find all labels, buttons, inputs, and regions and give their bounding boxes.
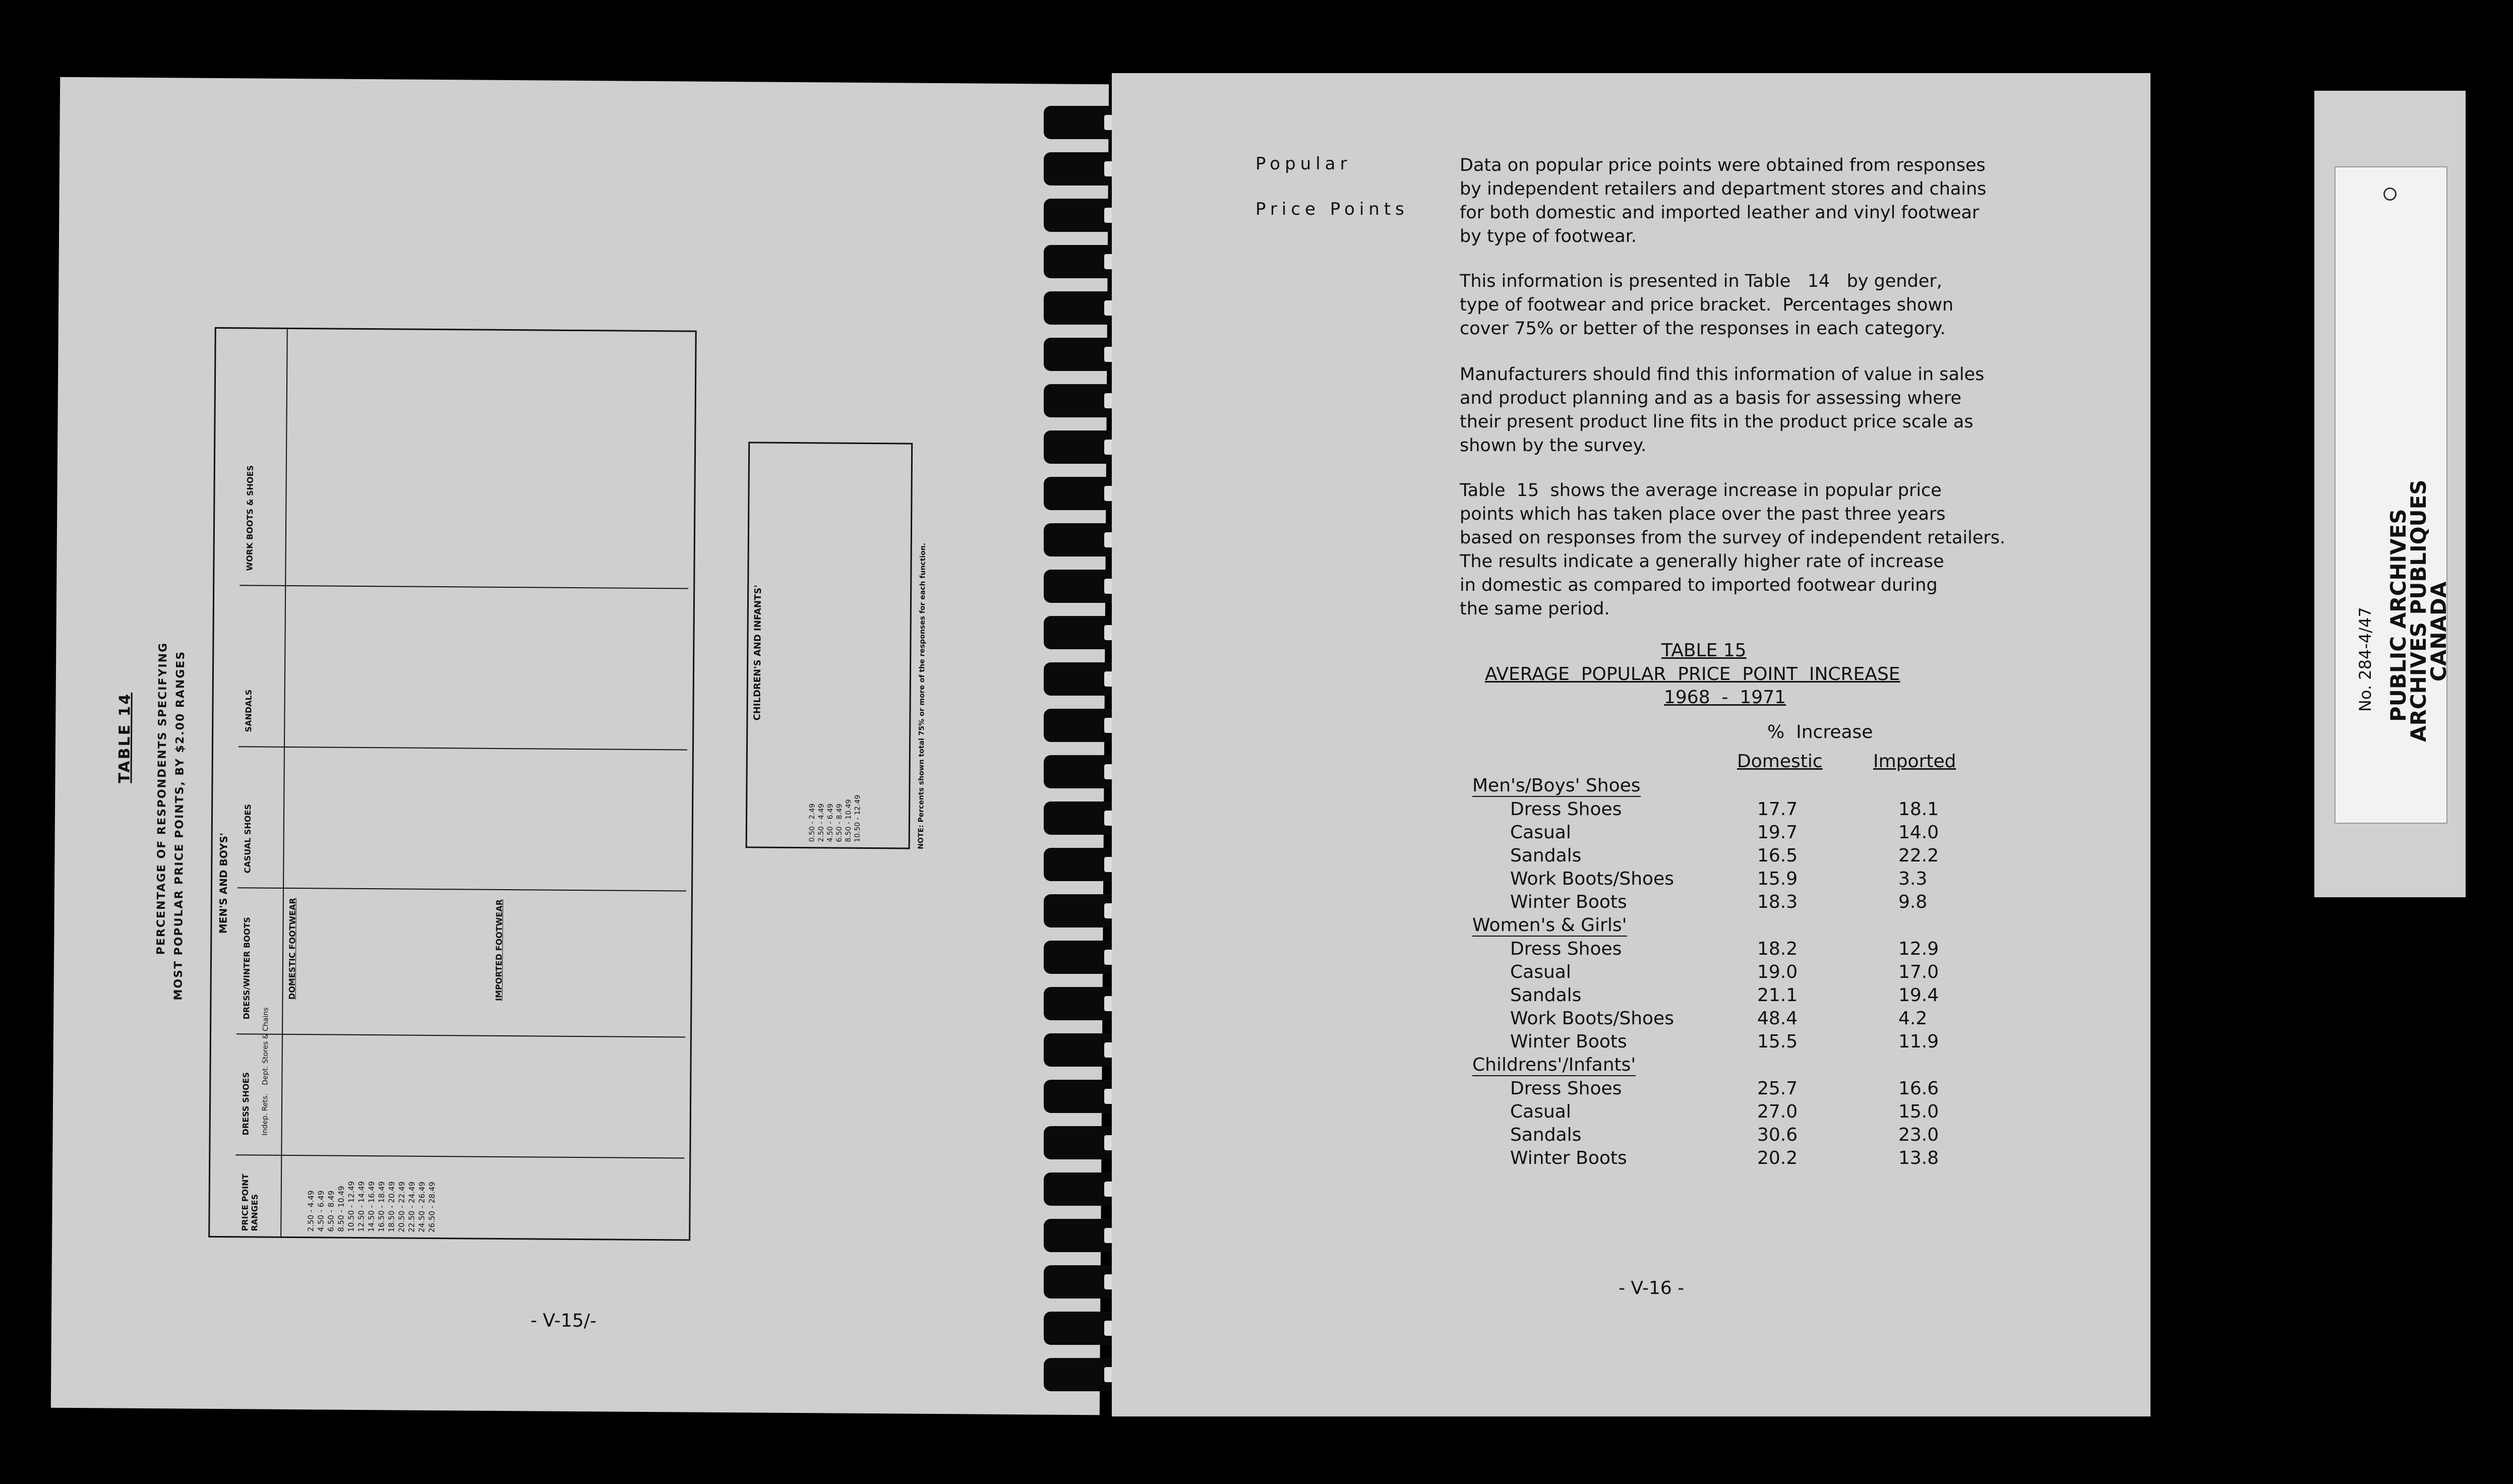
childrens-ranges [808,794,863,842]
table-15-row-label: Sandals [1510,845,1582,866]
paragraph-line: cover 75% or better of the responses in each category. [1460,319,1946,339]
price-range: 12.50 - 14.49 [356,1181,366,1232]
archive-hole [2383,188,2397,201]
left-page-number: - V-15/- [530,1310,597,1332]
table-15-imported-value: 22.2 [1898,845,1939,866]
heading-popular: Popular [1255,154,1352,174]
table-15-group-heading: Women's & Girls' [1472,915,1627,936]
table-14-subtitle-2: MOST POPULAR PRICE POINTS, BY $2.00 RANGES [172,650,188,1001]
child-price-range: 6.50 - 8.49 [835,803,844,842]
archive-line-2: ARCHIVES PUBLIQUES [2406,479,2431,742]
child-price-range: 2.50 - 4.49 [817,803,826,842]
archive-number: No. 284-4/47 [2356,607,2375,712]
paragraph-line: This information is presented in Table 14 by gender, [1460,271,1942,291]
left-page [51,77,1109,1415]
paragraph-line: by type of footwear. [1460,226,1637,246]
table-15-domestic-value: 18.3 [1757,892,1798,912]
childrens-group-header: CHILDREN'S AND INFANTS' [752,585,764,721]
table-15-imported-value: 12.9 [1898,939,1939,959]
right-page-number: - V-16 - [1619,1278,1685,1298]
table-15-row-label: Winter Boots [1510,1031,1627,1052]
table-15-domestic-value: 27.0 [1757,1101,1798,1122]
heading-price-points: Price Points [1255,199,1409,219]
table-15-title: AVERAGE POPULAR PRICE POINT INCREASE [1485,664,1900,685]
col-price: PRICE POINT RANGES [240,1173,260,1231]
table-15-imported-value: 14.0 [1898,822,1939,843]
archive-line-3: CANADA [2426,581,2451,682]
price-range: 4.50 - 6.49 [316,1190,326,1232]
table-15-imported-value: 3.3 [1898,869,1928,889]
paragraph-line: points which has taken place over the past three years [1460,504,1946,524]
table-14-label: TABLE 14 [115,692,134,783]
price-range: 8.50 - 10.49 [336,1186,346,1232]
mens-group-header: MEN'S AND BOYS' [217,832,230,934]
table-15-row-label: Work Boots/Shoes [1510,869,1674,889]
price-range: 22.50 - 24.49 [407,1181,416,1232]
table-15-domestic-value: 17.7 [1757,799,1798,820]
paragraph-line: their present product line fits in the product price scale as [1460,412,1973,432]
table-15-domestic-value: 15.5 [1757,1031,1798,1052]
table-15 [1112,73,2150,1416]
table-15-domestic-value: 20.2 [1757,1148,1798,1168]
price-range: 14.50 - 16.49 [367,1181,376,1232]
archive-label-card [2314,91,2466,897]
price-range: 18.50 - 20.49 [387,1181,396,1232]
paragraph-line: Manufacturers should find this information of value in sales [1460,364,1985,385]
table-15-years: 1968 - 1971 [1664,687,1786,708]
paragraph-line: and product planning and as a basis for assessing where [1460,388,1961,408]
child-price-range: 4.50 - 6.49 [826,803,835,842]
child-price-range: 10.50 - 12.49 [853,794,862,842]
paragraph-line: The results indicate a generally higher rate of increase [1460,551,1944,572]
table-15-imported-value: 18.1 [1898,799,1939,820]
paragraph-line: type of footwear and price bracket. Percentages shown [1460,295,1954,315]
table-15-imported-value: 23.0 [1898,1125,1939,1145]
price-range: 6.50 - 8.49 [326,1190,336,1232]
price-range: 26.50 - 28.49 [427,1182,437,1233]
table-15-imported-value: 17.0 [1898,962,1939,982]
child-price-range: 0.50 - 2.49 [808,803,817,842]
col-dress: DRESS SHOES [241,1072,251,1136]
table-15-imported-value: 15.0 [1898,1101,1939,1122]
col-work: WORK BOOTS & SHOES [245,465,255,571]
sub-dept: Dept. Stores & Chains [261,1007,270,1085]
domestic-label: DOMESTIC FOOTWEAR [287,898,297,1000]
table-15-row-label: Work Boots/Shoes [1510,1008,1674,1029]
price-range: 10.50 - 12.49 [346,1181,356,1232]
table-15-row-label: Sandals [1510,1125,1582,1145]
table-14-rotated [112,138,725,1241]
price-range: 24.50 - 26.49 [417,1181,427,1232]
table-15-domestic-value: 25.7 [1757,1078,1798,1099]
table-15-row-label: Casual [1510,822,1571,843]
paragraph-line: Table 15 shows the average increase in popular price [1460,480,1942,501]
sub-indep: Indep. Rets. [261,1093,270,1136]
pct-increase-header: % Increase [1767,722,1873,743]
table-14-note: NOTE: Percents shown total 75% or more of the responses for each function. [917,542,927,849]
table-15-row-label: Casual [1510,1101,1571,1122]
childrens-table-rotated [746,445,1001,849]
mens-ranges [306,1181,437,1232]
paragraph-line: the same period. [1460,599,1610,619]
table-15-row-label: Dress Shoes [1510,939,1622,959]
col-imported: Imported [1873,751,1956,772]
imported-label: IMPORTED FOOTWEAR [494,899,504,1001]
table-15-row-label: Winter Boots [1510,1148,1627,1168]
table-15-row-label: Casual [1510,962,1571,982]
archive-line-1: PUBLIC ARCHIVES [2386,509,2411,722]
table-15-domestic-value: 18.2 [1757,939,1798,959]
table-15-row-label: Sandals [1510,985,1582,1006]
table-15-imported-value: 16.6 [1898,1078,1939,1099]
table-15-domestic-value: 15.9 [1757,869,1798,889]
table-15-group-heading: Men's/Boys' Shoes [1472,775,1641,796]
paragraph-line: Data on popular price points were obtained from responses [1460,155,1986,175]
table-15-row-label: Dress Shoes [1510,1078,1622,1099]
price-range: 2.50 - 4.49 [306,1190,316,1232]
table-15-domestic-value: 30.6 [1757,1125,1798,1145]
table-15-group-heading: Childrens'/Infants' [1472,1055,1636,1075]
paragraph-line: based on responses from the survey of independent retailers. [1460,528,2006,548]
table-15-row-label: Dress Shoes [1510,799,1622,820]
price-range: 16.50 - 18.49 [377,1181,386,1232]
col-sandals: SANDALS [244,689,254,732]
table-14-subtitle-1: PERCENTAGE OF RESPONDENTS SPECIFYING [155,642,170,955]
table-15-domestic-value: 21.1 [1757,985,1798,1006]
table-15-imported-value: 9.8 [1898,892,1928,912]
price-range: 20.50 - 22.49 [397,1181,406,1232]
table-15-imported-value: 19.4 [1898,985,1939,1006]
table-15-domestic-value: 16.5 [1757,845,1798,866]
table-15-domestic-value: 19.7 [1757,822,1798,843]
table-15-domestic-value: 48.4 [1757,1008,1798,1029]
col-casual: CASUAL SHOES [243,804,253,874]
table-15-imported-value: 13.8 [1898,1148,1939,1168]
mens-table [208,327,697,1241]
table-15-label: TABLE 15 [1661,640,1747,661]
table-15-row-label: Winter Boots [1510,892,1627,912]
paragraph-line: in domestic as compared to imported footwear during [1460,575,1938,595]
paragraph-line: for both domestic and imported leather and vinyl footwear [1460,203,1980,223]
childrens-table [697,737,701,1241]
table-15-imported-value: 4.2 [1898,1008,1928,1029]
paragraph-line: shown by the survey. [1460,436,1647,456]
child-price-range: 8.50 - 10.49 [844,799,853,842]
col-domestic: Domestic [1737,751,1823,772]
paragraph-line: by independent retailers and department stores and chains [1460,179,1987,199]
table-15-domestic-value: 19.0 [1757,962,1798,982]
table-15-imported-value: 11.9 [1898,1031,1939,1052]
right-page [1112,73,2150,1416]
col-dress-winter: DRESS/WINTER BOOTS [242,917,252,1020]
